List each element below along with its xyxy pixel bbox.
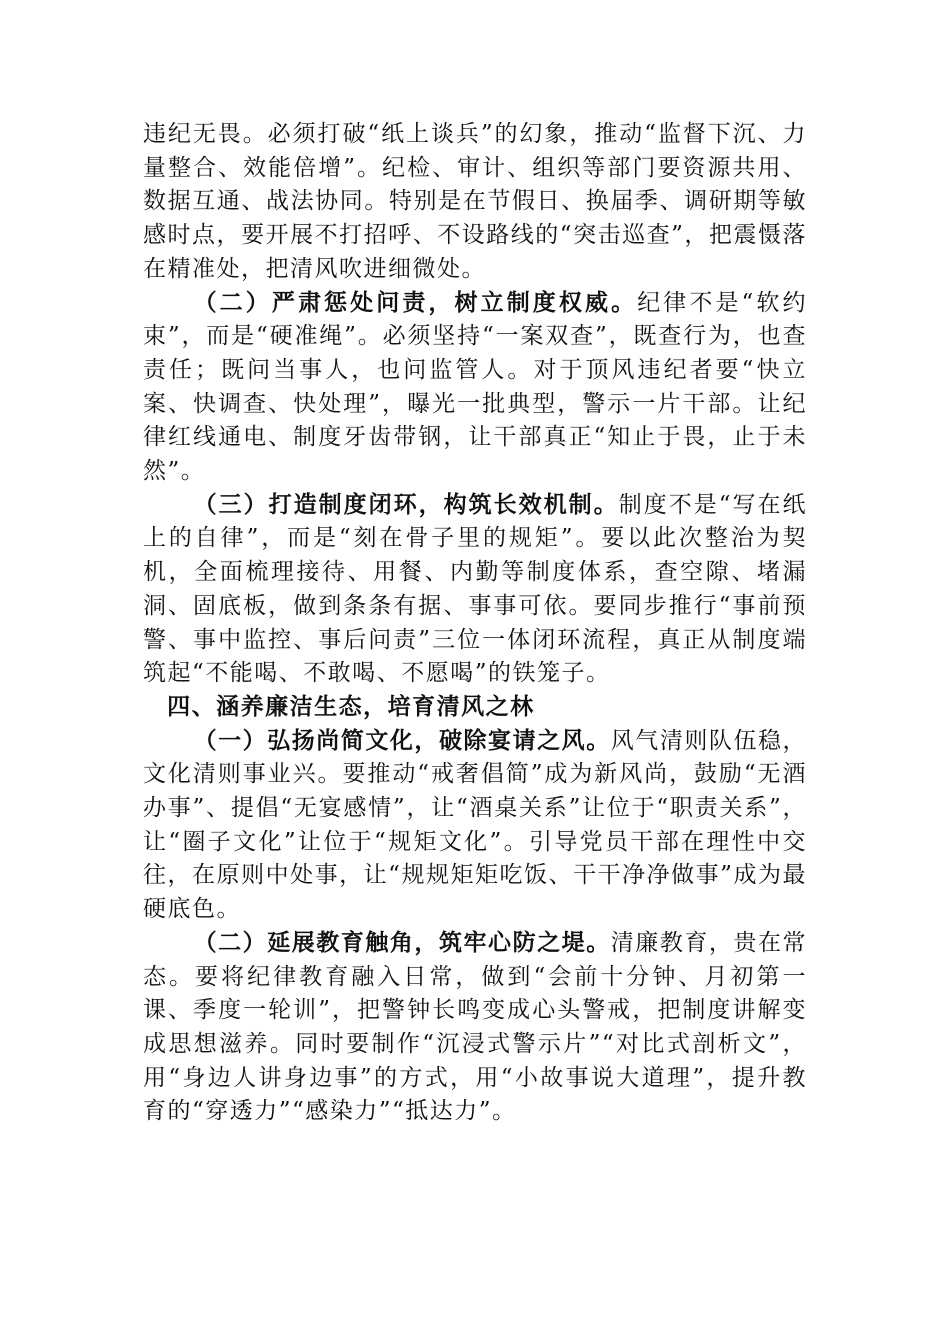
paragraph-institutional-loop <box>143 489 807 691</box>
section-heading: 四、涵养廉洁生态，培育清风之林 <box>167 693 535 720</box>
document-page <box>143 118 807 1129</box>
paragraph-body: 违纪无畏。必须打破“纸上谈兵”的幻象，推动“监督下沉、力量整合、效能倍增”。纪检、审计、组织等部门要资源共用、数据互通、战法协同。特别是在节假日、换届季、调研期等敏感时点，要开展不打招呼、不设路线的“突击巡查”，把震慑落在精准处，把清风吹进细微处。 <box>143 121 807 282</box>
paragraph-lead-title: （二）严肃惩处问责，树立制度权威。 <box>193 289 638 316</box>
paragraph-lead-title: （一）弘扬尚简文化，破除宴请之风。 <box>193 727 611 754</box>
paragraph-continued <box>143 118 807 287</box>
paragraph-body: 纪律不是“软约束”，而是“硬准绳”。必须坚持“一案双查”，既查行为，也查责任；既问当事人，也问监管人。对于顶风违纪者要“快立案、快调查、快处理”，曝光一批典型，警示一片干部。让纪律红线通电、制度牙齿带钢，让干部真正“知止于畏，止于未然”。 <box>143 289 808 485</box>
paragraph-body: 制度不是“写在纸上的自律”，而是“刻在骨子里的规矩”。要以此次整治为契机，全面梳理接待、用餐、内勤等制度体系，查空隙、堵漏洞、固底板，做到条条有据、事事可依。要同步推行“事前预警、事中监控、事后问责”三位一体闭环流程，真正从制度端筑起“不能喝、不敢喝、不愿喝”的铁笼子。 <box>143 491 808 687</box>
paragraph-simplicity-culture <box>143 725 807 927</box>
paragraph-discipline-accountability <box>143 287 807 489</box>
paragraph-body: 风气清则队伍稳，文化清则事业兴。要推动“戒奢倡简”成为新风尚，鼓励“无酒办事”、提倡“无宴感情”，让“酒桌关系”让位于“职责关系”，让“圈子文化”让位于“规矩文化”。引导党员干部在理性中交往，在原则中处事，让“规规矩矩吃饭、干干净净做事”成为最硬底色。 <box>143 727 808 923</box>
paragraph-lead-title: （二）延展教育触角，筑牢心防之堤。 <box>193 929 611 956</box>
paragraph-lead-title: （三）打造制度闭环，构筑长效机制。 <box>193 491 619 518</box>
paragraph-body: 清廉教育，贵在常态。要将纪律教育融入日常，做到“会前十分钟、月初第一课、季度一轮训”，把警钟长鸣变成心头警戒，把制度讲解变成思想滋养。同时要制作“沉浸式警示片”“对比式剖析文”，用“身边人讲身边事”的方式，用“小故事说大道理”，提升教育的“穿透力”“感染力”“抵达力”。 <box>143 929 808 1125</box>
paragraph-education-reach <box>143 927 807 1129</box>
